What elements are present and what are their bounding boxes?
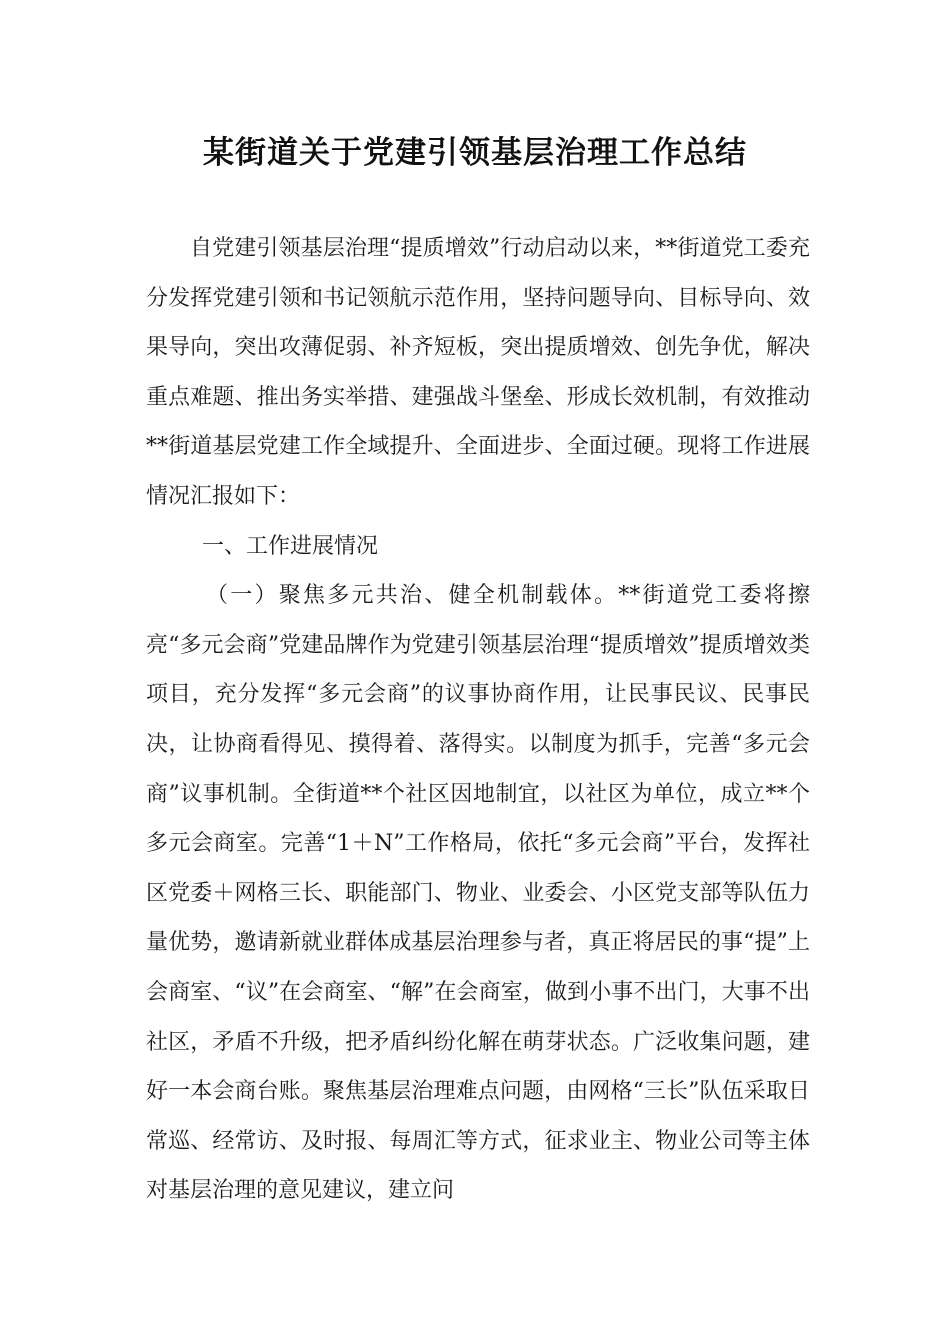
- intro-paragraph: 自党建引领基层治理“提质增效”行动启动以来，**街道党工委充分发挥党建引领和书记领航示范作用，坚持问题导向、目标导向、效果导向，突出攻薄促弱、补齐短板，突出提质增效、创先争优，解决重点难题、推出务实举措、建强战斗堡垒、形成长效机制，有效推动**街道基层党建工作全域提升、全面进步、全面过硬。现将工作进展情况汇报如下：: [146, 236, 810, 509]
- subsection-paragraph-1: （一）聚焦多元共治、健全机制载体。**街道党工委将擦亮“多元会商”党建品牌作为党建引领基层治理“提质增效”提质增效类项目，充分发挥“多元会商”的议事协商作用，让民事民议、民事民决，让协商看得见、摸得着、落得实。以制度为抓手，完善“多元会商”议事机制。全街道**个社区因地制宜，以社区为单位，成立**个多元会商室。完善“1＋N”工作格局，依托“多元会商”平台，发挥社区党委＋网格三长、职能部门、物业、业委会、小区党支部等队伍力量优势，邀请新就业群体成基层治理参与者，真正将居民的事“提”上会商室、“议”在会商室、“解”在会商室，做到小事不出门，大事不出社区，矛盾不升级，把矛盾纠纷化解在萌芽状态。广泛收集问题，建好一本会商台账。聚焦基层治理难点问题，由网格“三长”队伍采取日常巡、经常访、及时报、每周汇等方式，征求业主、物业公司等主体对基层治理的意见建议，建立问: [146, 583, 810, 1204]
- document-title: 某街道关于党建引领基层治理工作总结: [203, 135, 747, 171]
- section-heading-work-progress: 一、工作进展情况: [202, 533, 379, 559]
- document-body: [146, 224, 810, 1216]
